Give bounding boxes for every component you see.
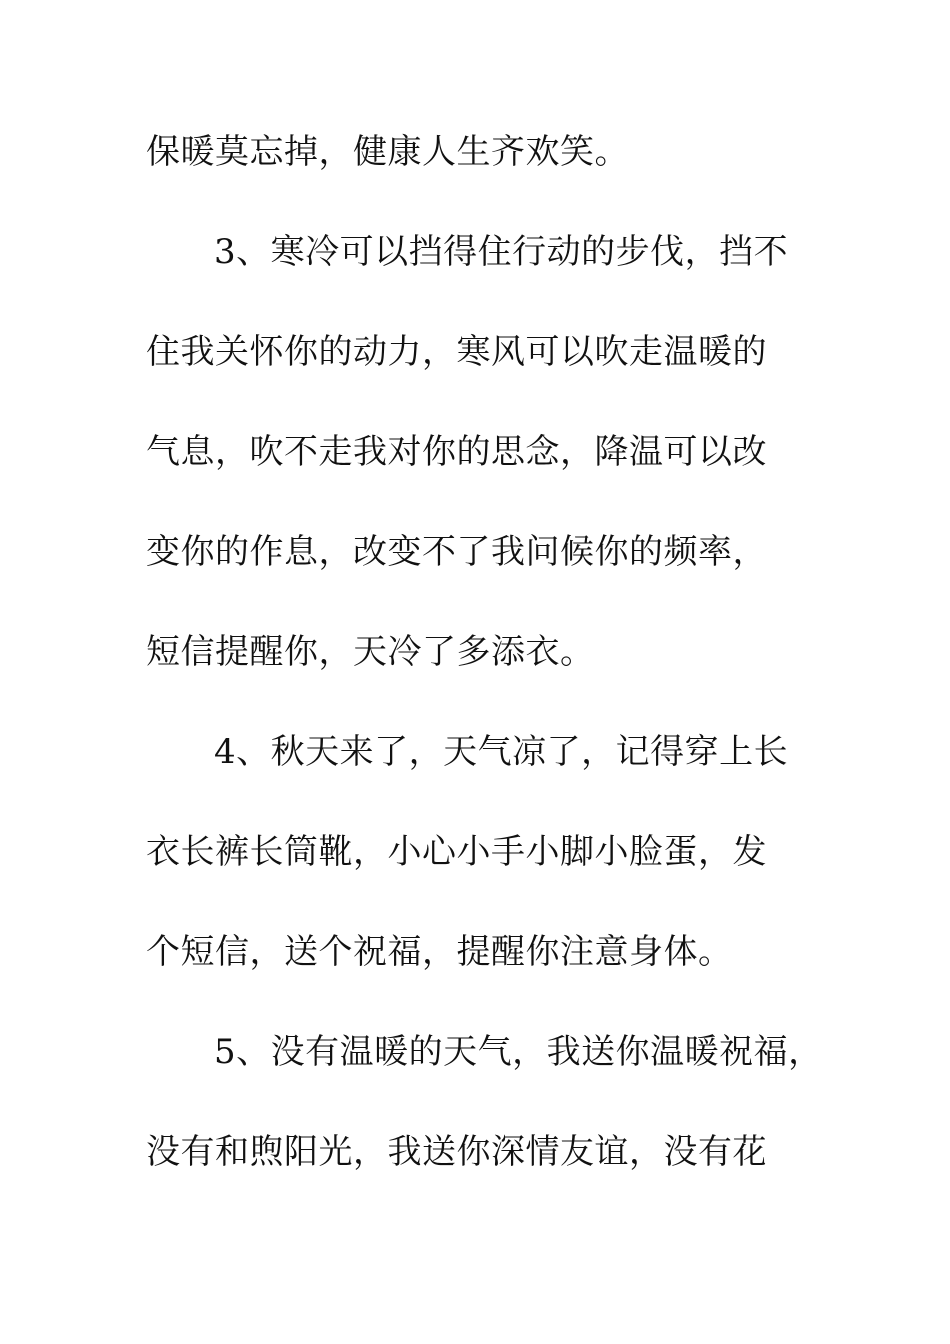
text-line: 变你的作息，改变不了我问候你的频率，: [146, 532, 767, 572]
text-line: 气息，吹不走我对你的思念，降温可以改: [146, 432, 767, 472]
text-line: 保暖莫忘掉，健康人生齐欢笑。: [146, 132, 629, 172]
text-line: 衣长裤长筒靴，小心小手小脚小脸蛋，发: [146, 832, 767, 872]
text-line: 个短信，送个祝福，提醒你注意身体。: [146, 932, 733, 972]
text-line: 住我关怀你的动力，寒风可以吹走温暖的: [146, 332, 767, 372]
text-line: 没有和煦阳光，我送你深情友谊，没有花: [146, 1132, 767, 1172]
text-line: 3、寒冷可以挡得住行动的步伐，挡不: [214, 232, 789, 272]
text-line: 4、秋天来了，天气凉了，记得穿上长: [214, 732, 789, 772]
text-line: 短信提醒你，天冷了多添衣。: [146, 632, 595, 672]
text-line: 5、没有温暖的天气，我送你温暖祝福，: [214, 1032, 823, 1072]
